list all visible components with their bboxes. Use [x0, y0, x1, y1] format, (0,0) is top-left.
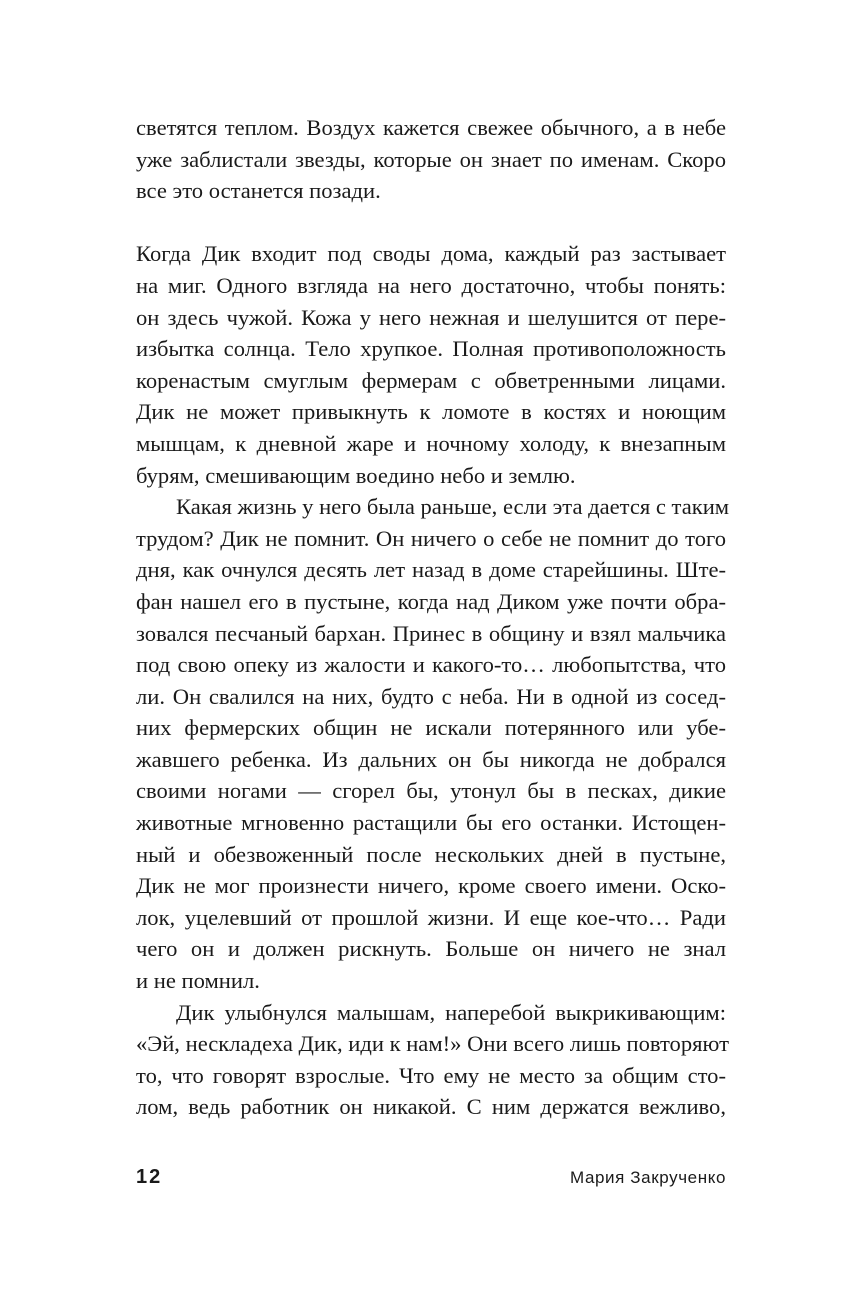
paragraph	[136, 491, 730, 997]
page-footer	[136, 1166, 726, 1196]
text-line: Когда Дик входит под своды дома, каждый раз застывает	[136, 241, 726, 267]
text-line: жавшего ребенка. Из дальних он бы никогда не добрался	[136, 746, 726, 772]
page-number: 12	[136, 1166, 163, 1188]
page-body	[136, 112, 730, 1123]
text-line: мышцам, к дневной жаре и ночному холоду, к внезапным	[136, 430, 726, 456]
text-line: лом, ведь работник он никакой. С ним держатся вежливо,	[136, 1094, 726, 1120]
text-line: он здесь чужой. Кожа у него нежная и шелушится от пере-	[136, 304, 726, 330]
text-line: своими ногами — сгорел бы, утонул бы в песках, дикие	[136, 778, 726, 804]
paragraph-gap	[136, 207, 726, 239]
text-line: избытка солнца. Тело хрупкое. Полная противоположность	[136, 336, 726, 362]
text-line: Дик не может привыкнуть к ломоте в костях и ноющим	[136, 399, 726, 425]
text-line: на миг. Одного взгляда на него достаточно, чтобы понять:	[136, 272, 726, 298]
text-line: то, что говорят взрослые. Что ему не место за общим сто-	[136, 1062, 726, 1088]
text-line: и не помнил.	[136, 968, 260, 994]
text-line: «Эй, нескладеха Дик, иди к нам!» Они всего лишь повторяют	[136, 1031, 729, 1057]
text-line: Дик не мог произнести ничего, кроме своего имени. Оско-	[136, 873, 726, 899]
text-line: под свою опеку из жалости и какого-то… любопытства, что	[136, 652, 726, 678]
text-line: Какая жизнь у него была раньше, если эта дается с таким	[176, 494, 730, 520]
text-line: лок, уцелевший от прошлой жизни. И еще кое-что… Ради	[136, 904, 726, 930]
author-name: Мария Закрученко	[570, 1168, 726, 1187]
text-line: ли. Он свалился на них, будто с неба. Ни в одной из сосед-	[136, 683, 726, 709]
text-line: фан нашел его в пустыне, когда над Диком уже почти обра-	[136, 588, 726, 614]
text-line: все это останется позади.	[136, 178, 381, 204]
text-line: чего он и должен рискнуть. Больше он ничего не знал	[136, 936, 726, 962]
text-line: зовался песчаный бархан. Принес в общину и взял мальчика	[136, 620, 726, 646]
text-line: бурям, смешивающим воедино небо и землю.	[136, 462, 576, 488]
text-line: животные мгновенно растащили бы его останки. Истощен-	[136, 810, 726, 836]
text-line: уже заблистали звезды, которые он знает по именам. Скоро	[136, 146, 726, 172]
paragraph	[136, 112, 726, 207]
paragraph	[136, 997, 729, 1123]
text-line: трудом? Дик не помнит. Он ничего о себе не помнит до того	[136, 525, 726, 551]
paragraph	[136, 238, 726, 491]
text-line: светятся теплом. Воздух кажется свежее обычного, а в небе	[136, 115, 726, 140]
text-line: коренастым смуглым фермерам с обветренными лицами.	[136, 367, 726, 393]
text-line: ный и обезвоженный после нескольких дней в пустыне,	[136, 841, 726, 867]
text-line: них фермерских общин не искали потерянного или убе-	[136, 715, 726, 741]
text-line: Дик улыбнулся малышам, наперебой выкрикивающим:	[176, 999, 726, 1025]
text-line: дня, как очнулся десять лет назад в доме старейшины. Ште-	[136, 557, 726, 583]
